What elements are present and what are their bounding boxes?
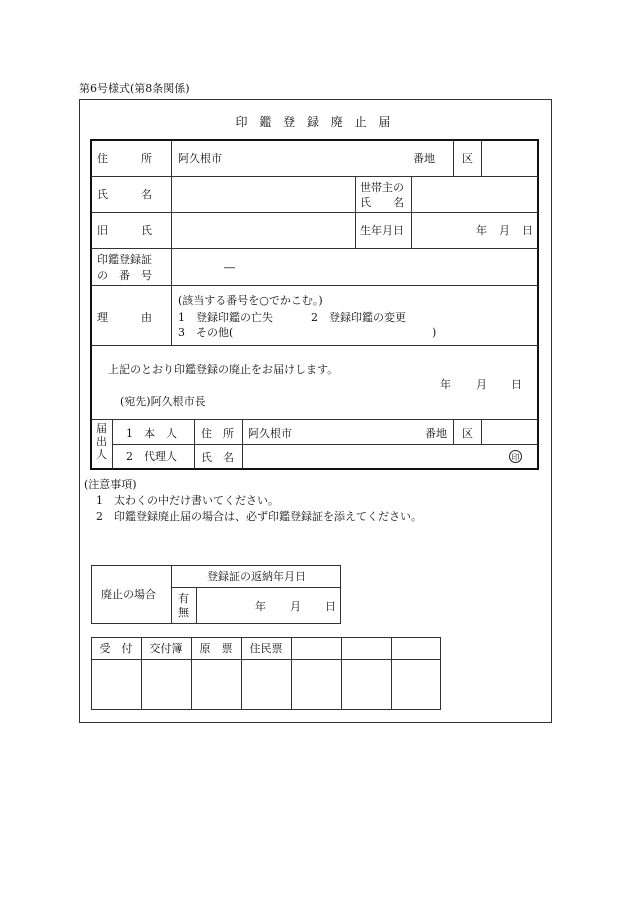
filer-label-3: 人 bbox=[96, 448, 107, 461]
former-name-input[interactable] bbox=[175, 216, 351, 244]
birth-month: 月 bbox=[499, 224, 510, 237]
reason-option-2[interactable]: 2 登録印鑑の変更 bbox=[311, 311, 406, 324]
office-header-original: 原 票 bbox=[199, 642, 233, 655]
cert-number-input[interactable] bbox=[175, 252, 535, 281]
address-banchi: 番地 bbox=[413, 152, 435, 165]
filer-self[interactable]: 1 本 人 bbox=[126, 427, 177, 440]
filer-ku: 区 bbox=[462, 427, 473, 440]
note-item-2: 2 印鑑登録廃止届の場合は、必ず印鑑登録証を添えてください。 bbox=[96, 510, 422, 523]
filer-city: 阿久根市 bbox=[248, 427, 292, 440]
name-input[interactable] bbox=[175, 180, 351, 208]
presence-no[interactable]: 無 bbox=[178, 606, 189, 619]
reason-option-1[interactable]: 1 登録印鑑の亡失 bbox=[178, 311, 273, 324]
filer-label-2: 出 bbox=[96, 435, 107, 448]
form-number: 第6号様式(第8条関係) bbox=[79, 82, 190, 95]
address-label: 住 所 bbox=[97, 152, 152, 165]
declaration-addressee: (宛先)阿久根市長 bbox=[120, 395, 206, 408]
declaration-month: 月 bbox=[476, 378, 487, 391]
address-city: 阿久根市 bbox=[178, 152, 222, 165]
reason-option-3-close: ) bbox=[432, 326, 437, 339]
name-label: 氏 名 bbox=[97, 188, 152, 201]
cert-label-1: 印鑑登録証 bbox=[97, 253, 152, 266]
head-name-label-2: 氏 名 bbox=[360, 196, 404, 209]
filer-label-1: 届 bbox=[96, 422, 107, 435]
reason-instruction: (該当する番号を○でかこむ。) bbox=[178, 294, 323, 307]
filer-name-label: 氏 名 bbox=[201, 451, 234, 464]
birth-day: 日 bbox=[522, 224, 533, 237]
return-year: 年 bbox=[255, 600, 266, 613]
office-header-resident: 住民票 bbox=[249, 642, 283, 655]
address-ku: 区 bbox=[462, 152, 473, 165]
office-header-reception: 受 付 bbox=[99, 642, 133, 655]
birth-label: 生年月日 bbox=[360, 224, 404, 237]
notes-heading: (注意事項) bbox=[84, 478, 137, 491]
return-label: 廃止の場合 bbox=[101, 588, 156, 601]
office-header-issue-book: 交付簿 bbox=[149, 642, 183, 655]
filer-banchi: 番地 bbox=[425, 427, 447, 440]
reason-other-input[interactable] bbox=[240, 325, 428, 339]
presence-yes[interactable]: 有 bbox=[178, 592, 189, 605]
seal-icon: 印 bbox=[509, 450, 522, 463]
declaration-text: 上記のとおり印鑑登録の廃止をお届けします。 bbox=[108, 363, 339, 376]
form-title: 印 鑑 登 録 廃 止 届 bbox=[235, 115, 395, 129]
note-item-1: 1 太わくの中だけ書いてください。 bbox=[96, 494, 279, 507]
return-header: 登録証の返納年月日 bbox=[207, 570, 306, 583]
ku-input[interactable] bbox=[484, 144, 534, 172]
filer-agent[interactable]: 2 代理人 bbox=[126, 450, 177, 463]
filer-name-input[interactable] bbox=[246, 448, 501, 466]
return-month: 月 bbox=[290, 600, 301, 613]
declaration-day: 日 bbox=[511, 378, 522, 391]
reason-label: 理 由 bbox=[97, 311, 152, 324]
declaration-year: 年 bbox=[440, 378, 451, 391]
address-input[interactable] bbox=[215, 144, 405, 172]
head-name-input[interactable] bbox=[415, 180, 535, 208]
return-day: 日 bbox=[325, 600, 336, 613]
birth-year: 年 bbox=[476, 224, 487, 237]
filer-address-label: 住 所 bbox=[201, 427, 234, 440]
cert-label-2: の 番 号 bbox=[97, 269, 152, 282]
head-name-label-1: 世帯主の bbox=[360, 181, 404, 194]
reason-option-3[interactable]: 3 その他( bbox=[178, 326, 234, 339]
cert-dash: ― bbox=[224, 261, 235, 274]
former-name-label: 旧 氏 bbox=[97, 224, 152, 237]
birth-input[interactable] bbox=[415, 216, 535, 244]
